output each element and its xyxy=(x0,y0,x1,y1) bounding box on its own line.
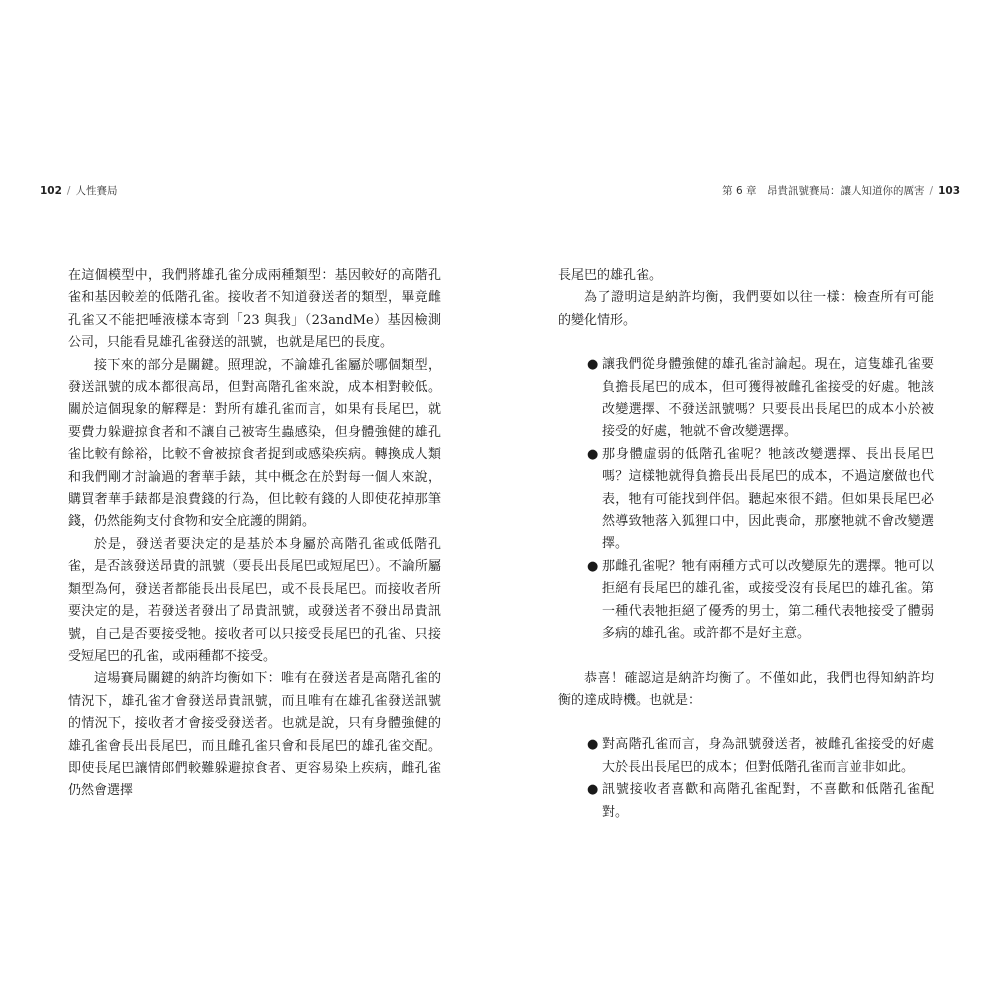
paragraph: 於是，發送者要決定的是基於本身屬於高階孔雀或低階孔雀，是否該發送昂貴的訊號（要長出長尾巴或短尾巴）。不論所屬類型為何，發送者都能長出長尾巴，或不長長尾巴。而接收者所要決定的是，若發送者發出了昂貴訊號，或發送者不發出昂貴訊號，自己是否要接受牠。接收者可以只接受長尾巴的孔雀、只接受短尾巴的孔雀，或兩種都不接受。 xyxy=(68,536,441,664)
bullet-icon: ● xyxy=(587,737,599,753)
running-header-left xyxy=(40,183,117,198)
bullet-list-variations xyxy=(558,354,934,645)
bullet-icon: ● xyxy=(587,446,599,462)
book-title: 人性賽局 xyxy=(75,185,118,197)
list-item xyxy=(558,734,934,779)
bullet-icon: ● xyxy=(587,558,599,574)
page-number-left: 102 xyxy=(40,185,62,197)
list-item-text: 讓我們從身體強健的雄孔雀討論起。現在，這隻雄孔雀要負擔長尾巴的成本，但可獲得被雌孔雀接受的好處。牠該改變選擇、不發送訊號嗎？只要長出長尾巴的成本小於被接受的好處，牠就不會改變選擇。 xyxy=(602,357,934,440)
list-item xyxy=(558,779,934,824)
list-item-text: 對高階孔雀而言，身為訊號發送者，被雌孔雀接受的好處大於長出長尾巴的成本；但對低階孔雀而言並非如此。 xyxy=(602,737,934,775)
paragraph: 恭喜！確認這是納許均衡了。不僅如此，我們也得知納許均衡的達成時機。也就是： xyxy=(558,670,934,708)
running-header-right xyxy=(722,183,960,198)
bullet-list-conditions xyxy=(558,734,934,824)
page-number-right: 103 xyxy=(938,185,960,197)
bullet-icon: ● xyxy=(587,782,599,798)
left-page-body xyxy=(68,265,441,803)
bullet-icon: ● xyxy=(587,357,599,373)
header-separator-left: / xyxy=(66,185,71,197)
paragraph: 在這個模型中，我們將雄孔雀分成兩種類型：基因較好的高階孔雀和基因較差的低階孔雀。接收者不知道發送者的類型，畢竟雌孔雀又不能把唾液樣本寄到「23 與我」（23andMe）基因檢測公司，只能看見雄孔雀發送的訊號，也就是尾巴的長度。 xyxy=(68,268,441,351)
list-item-text: 訊號接收者喜歡和高階孔雀配對，不喜歡和低階孔雀配對。 xyxy=(602,782,934,820)
right-page-body xyxy=(558,265,934,824)
paragraph: 長尾巴的雄孔雀。 xyxy=(558,268,663,283)
chapter-title: 第 6 章 昂貴訊號賽局：讓人知道你的厲害 xyxy=(722,185,925,197)
list-item-text: 那身體虛弱的低階孔雀呢？牠該改變選擇、長出長尾巴嗎？這樣牠就得負擔長出長尾巴的成本，不過這麼做也代表，牠有可能找到伴侶。聽起來很不錯。但如果長尾巴必然導致牠落入狐狸口中，因此喪命，那麼牠就不會改變選擇。 xyxy=(602,446,934,552)
paragraph: 為了證明這是納許均衡，我們要如以往一樣：檢查所有可能的變化情形。 xyxy=(558,290,934,328)
list-item-text: 那雌孔雀呢？牠有兩種方式可以改變原先的選擇。牠可以拒絕有長尾巴的雄孔雀，或接受沒有長尾巴的雄孔雀。第一種代表牠拒絕了優秀的男士，第二種代表牠接受了體弱多病的雄孔雀。或許都不是好主意。 xyxy=(602,558,934,642)
header-separator-right: / xyxy=(929,185,934,197)
list-item xyxy=(558,354,934,444)
paragraph: 接下來的部分是關鍵。照理說，不論雄孔雀屬於哪個類型，發送訊號的成本都很高昂，但對高階孔雀來說，成本相對較低。關於這個現象的解釋是：對所有雄孔雀而言，如果有長尾巴，就要費力躲避掠食者和不讓自己被寄生蟲感染，但身體強健的雄孔雀比較有餘裕，比較不會被掠食者捉到或感染疾病。轉換成人類和我們剛才討論過的奢華手錶，其中概念在於對每一個人來說，購買奢華手錶都是浪費錢的行為，但比較有錢的人即使花掉那筆錢，仍然能夠支付食物和安全庇護的開銷。 xyxy=(68,357,441,530)
list-item xyxy=(558,444,934,556)
paragraph: 這場賽局關鍵的納許均衡如下：唯有在發送者是高階孔雀的情況下，雄孔雀才會發送昂貴訊號，而且唯有在雄孔雀發送訊號的情況下，接收者才會接受發送者。也就是說，只有身體強健的雄孔雀會長出長尾巴，而且雌孔雀只會和長尾巴的雄孔雀交配。即使長尾巴讓情郎們較難躲避掠食者、更容易染上疾病，雌孔雀仍然會選擇 xyxy=(68,671,441,799)
list-item xyxy=(558,556,934,646)
